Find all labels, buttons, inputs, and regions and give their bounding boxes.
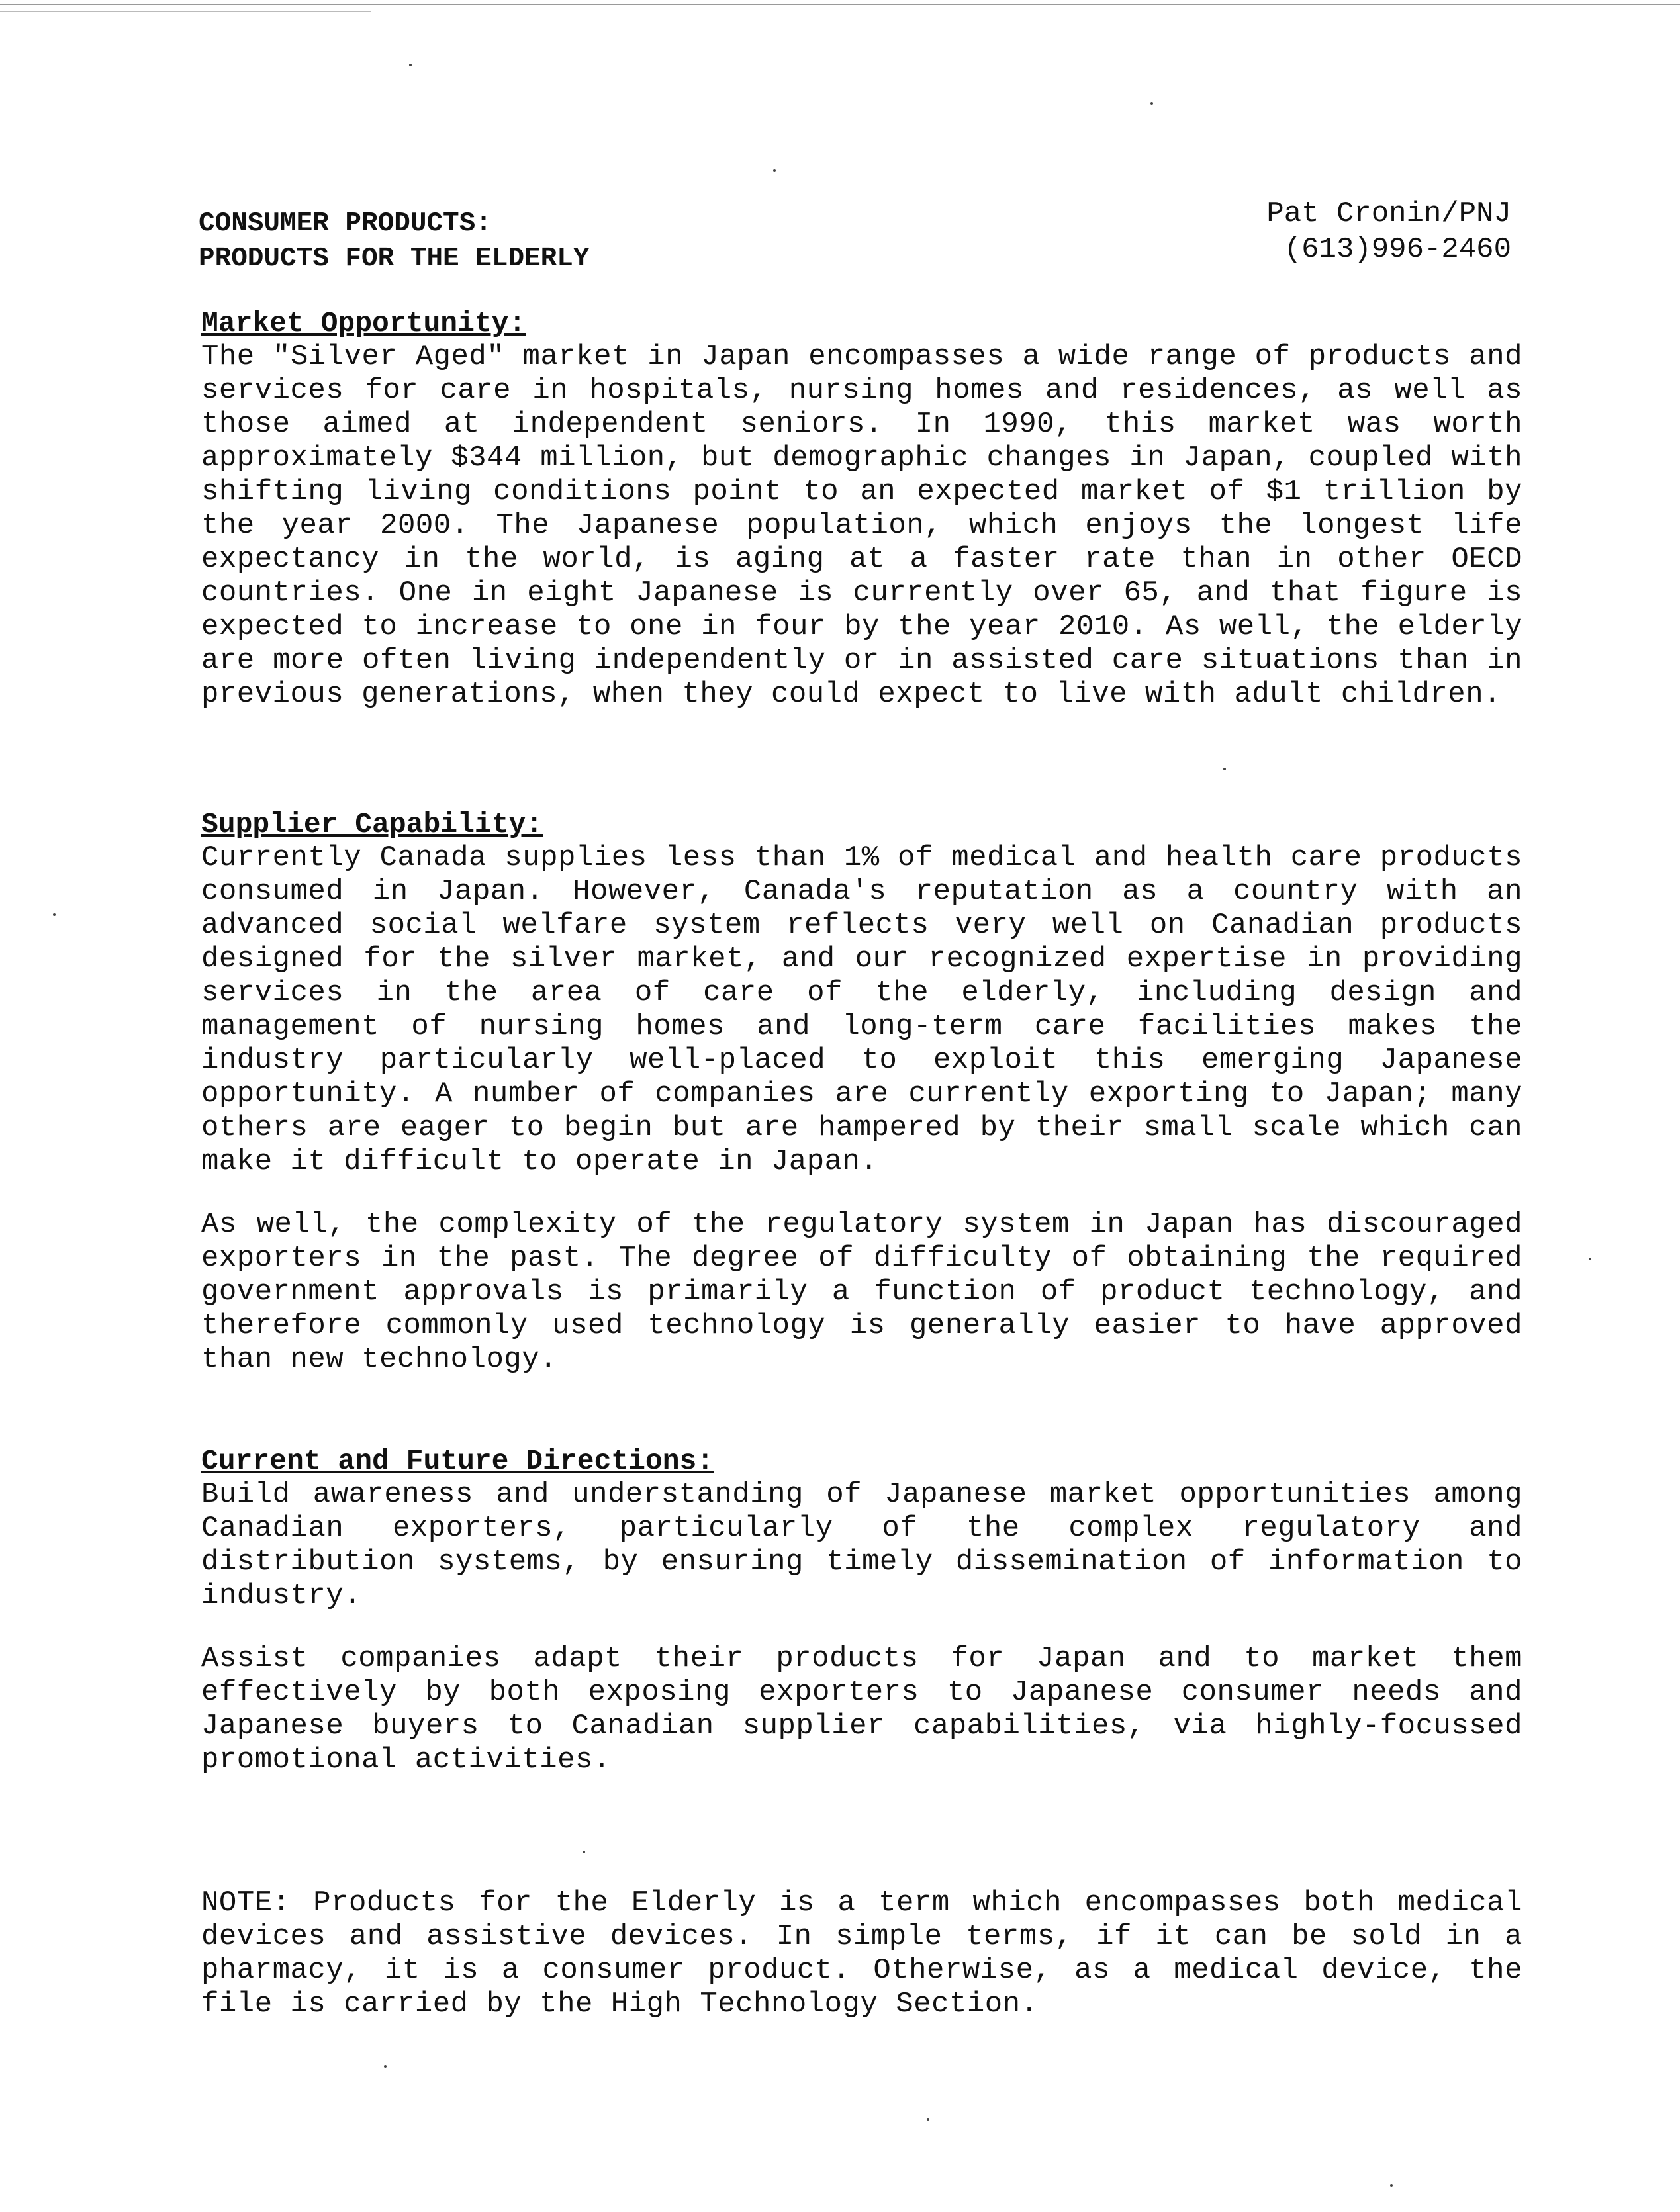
scan-speck: [409, 64, 412, 66]
current-future-paragraph-2: Assist companies adapt their products for Japan and to market them effectively by both exposing exporters to Japanese consumer needs and Japanese buyers to Canadian supplier capabilities, via highly-focussed promotional activities.: [201, 1642, 1522, 1776]
market-opportunity-heading: Market Opportunity:: [201, 307, 526, 340]
title-line-2: PRODUCTS FOR THE ELDERLY: [199, 244, 590, 274]
scan-speck: [1150, 102, 1153, 105]
market-opportunity-paragraph: The "Silver Aged" market in Japan encompasses a wide range of products and services for care in hospitals, nursing homes and residences, as well as those aimed at independent seniors. In 1990, this market was worth approximately $344 million, but demographic changes in Japan, coupled with shifting living conditions point to an expected market of $1 trillion by the year 2000. The Japanese population, which enjoys the longest life expectancy in the world, is aging at a faster rate than in other OECD countries. One in eight Japanese is currently over 65, and that figure is expected to increase to one in four by the year 2010. As well, the elderly are more often living independently or in assisted care situations than in previous generations, when they could expect to live with adult children.: [201, 340, 1522, 711]
scan-speck: [583, 1851, 585, 1853]
document-title: [199, 207, 590, 277]
contact-block: [1266, 196, 1511, 267]
scan-edge-line-short: [0, 11, 371, 12]
contact-phone: (613)996-2460: [1283, 233, 1511, 266]
title-line-1: CONSUMER PRODUCTS:: [199, 208, 492, 239]
market-opportunity-section: [201, 306, 1522, 712]
current-future-section: [201, 1444, 1522, 1777]
contact-name: Pat Cronin/PNJ: [1266, 197, 1511, 230]
scan-edge-line: [0, 4, 1680, 5]
scan-speck: [1589, 1258, 1591, 1260]
scan-speck: [1390, 2184, 1393, 2187]
supplier-capability-paragraph-1: Currently Canada supplies less than 1% of medical and health care products consumed in Japan. However, Canada's reputation as a country with an advanced social welfare system reflects very well on Canadian products designed for the silver market, and our recognized expertise in providing services in the area of care of the elderly, including design and management of nursing homes and long-term care facilities makes the industry particularly well-placed to exploit this emerging Japanese opportunity. A number of companies are currently exporting to Japan; many others are eager to begin but are hampered by their small scale which can make it difficult to operate in Japan.: [201, 841, 1522, 1178]
scan-speck: [1223, 768, 1226, 770]
scan-speck: [927, 2118, 929, 2121]
scan-speck: [53, 913, 56, 916]
supplier-capability-section: [201, 807, 1522, 1377]
supplier-capability-heading: Supplier Capability:: [201, 808, 543, 841]
current-future-paragraph-1: Build awareness and understanding of Japanese market opportunities among Canadian exporters, particularly of the complex regulatory and distribution systems, by ensuring timely dissemination of information to industry.: [201, 1478, 1522, 1612]
scan-speck: [773, 169, 776, 172]
current-future-heading: Current and Future Directions:: [201, 1445, 714, 1477]
scan-speck: [384, 2065, 387, 2068]
note-section: [201, 1886, 1522, 2021]
note-paragraph: NOTE: Products for the Elderly is a term which encompasses both medical devices and assistive devices. In simple terms, if it can be sold in a pharmacy, it is a consumer product. Otherwise, as a medical device, the file is carried by the High Technology Section.: [201, 1886, 1522, 2021]
supplier-capability-paragraph-2: As well, the complexity of the regulatory system in Japan has discouraged exporters in the past. The degree of difficulty of obtaining the required government approvals is primarily a function of product technology, and therefore commonly used technology is generally easier to have approved than new technology.: [201, 1208, 1522, 1376]
